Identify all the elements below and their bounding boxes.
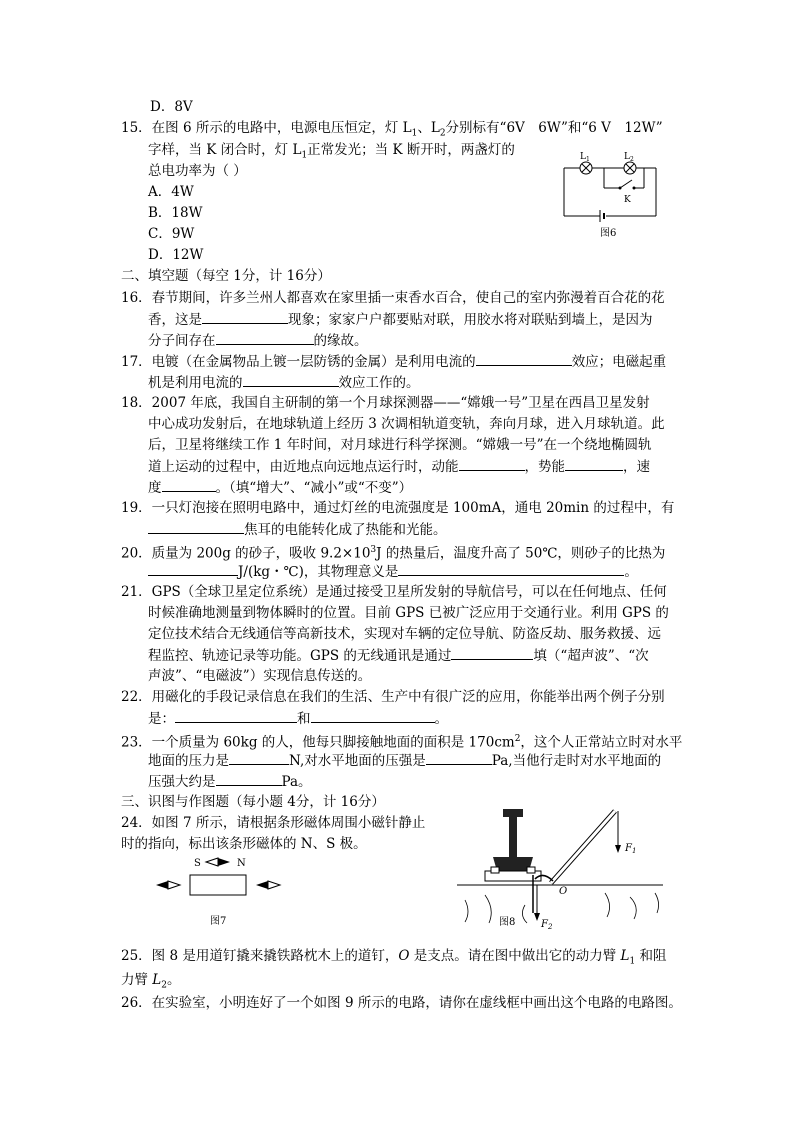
question-line: 声波”、“电磁波”）实现信息传送的。 [148, 668, 372, 684]
question-line: 是： 和 。 [148, 708, 448, 729]
magnet-figure-7 [150, 850, 300, 930]
question-line: 中心成功发射后，在地球轨道上经历 3 次调相轨道变轨，奔向月球，进入月球轨道。此 [148, 416, 665, 432]
question-line: 总电功率为（ ） [148, 163, 247, 179]
svg-text:F2: $F_2$ [541, 919, 553, 931]
question-line: 力臂 $L_2$。 [121, 972, 181, 991]
question-line: 时的指向，标出该条形磁体的 N、S 极。 [121, 836, 367, 852]
option-text: B．18W [148, 205, 203, 221]
question-line: 24．如图 7 所示，请根据条形磁体周围小磁针静止 [121, 815, 426, 831]
question-line: 分子间存在 的缘故。 [148, 330, 368, 351]
section-title: 二、填空题（每空 1分，计 16分） [121, 268, 331, 284]
switch-label-k: K [624, 195, 631, 205]
question-line: 20．质量为 200g 的砂子，吸收 $9.2\times 10^3J$ 的热量后，温度升高了 50℃，则砂子的比热为 [121, 545, 666, 562]
section-title: 三、识图与作图题（每小题 4分，计 16分） [121, 794, 385, 810]
question-line: 程监控、轨迹记录等功能。GPS 的无线通讯是通过 填（“超声波”、“次 [148, 645, 649, 666]
circuit-figure-6 [560, 148, 664, 238]
svg-text:N: N [237, 858, 246, 869]
option-text: C．9W [148, 226, 195, 242]
svg-text:O: O [559, 886, 568, 897]
option-text: A．4W [148, 184, 194, 200]
question-line: 26．在实验室，小明连好了一个如图 9 所示的电路，请你在虚线框中画出这个电路的电路图。 [121, 995, 682, 1011]
svg-text:图8: 图8 [499, 917, 516, 928]
question-line: J/(kg・℃)，其物理意义是 。 [148, 561, 638, 582]
question-line: 度 。（填“增大”、“减小”或“不变”） [148, 477, 412, 498]
svg-text:图7: 图7 [210, 916, 227, 927]
question-line: 定位技术结合无线通信等高新技术，实现对车辆的定位导航、防盗反劫、服务救援、远 [148, 626, 661, 642]
question-line: 字样，当 K 闭合时，灯 $L_1$正常发光；当 K 断开时，两盏灯的 [148, 142, 515, 161]
question-line: 23．一个质量为 60kg 的人，他每只脚接触地面的面积是 $170cm^2$，这个人正常站立时对水平 [121, 734, 683, 751]
lamp-label-l2: $L_2$ [624, 152, 634, 163]
question-line: 时候准确地测量到物体瞬时的位置。目前 GPS 已被广泛应用于交通行业。利用 GPS 的 [148, 605, 669, 621]
question-line: 机是利用电流的 效应工作的。 [148, 372, 420, 393]
question-line: 地面的压力是 N,对水平地面的压强是 Pa,当他行走时对水平地面的 [148, 750, 661, 771]
question-line: 21．GPS（全球卫星定位系统）是通过接受卫星所发射的导航信号，可以在任何地点、任何 [121, 584, 667, 600]
svg-text:S: S [194, 858, 201, 869]
question-line: 15．在图 6 所示的电路中，电源电压恒定，灯 $L_1$、$L_2$分别标有“6V 6W”和“6 V 12W” [121, 120, 663, 139]
question-line: 25．图 8 是用道钉撬来撬铁路枕木上的道钉，O 是支点。请在图中做出它的动力臂 $L_1$ 和阻 [121, 948, 667, 967]
question-line: 19．一只灯泡接在照明电路中，通过灯丝的电流强度是 100mA，通电 20min 的过程中，有 [121, 500, 675, 516]
question-line: 18．2007 年底，我国自主研制的第一个月球探测器——“嫦娥一号”卫星在西昌卫星发射 [121, 395, 650, 411]
question-line: 压强大约是 Pa。 [148, 771, 312, 792]
question-line: 22．用磁化的手段记录信息在我们的生活、生产中有很广泛的应用，你能举出两个例子分别 [121, 689, 665, 705]
lever-figure-8 [455, 805, 665, 940]
figure-caption: 图6 [600, 228, 617, 238]
svg-text:F1: $F_1$ [625, 843, 637, 855]
question-line: 17．电镀（在金属物品上镀一层防锈的金属）是利用电流的 效应；电磁起重 [121, 351, 666, 372]
lamp-label-l1: $L_1$ [580, 152, 590, 163]
question-line: 香，这是 现象；家家户户都要贴对联，用胶水将对联贴到墙上，是因为 [148, 309, 653, 330]
question-line: 焦耳的电能转化成了热能和光能。 [148, 519, 447, 540]
option-text: D．12W [148, 247, 204, 263]
question-line: 16．春节期间，许多兰州人都喜欢在家里插一束香水百合，使自己的室内弥漫着百合花的花 [121, 290, 665, 306]
option-text: D．8V [150, 99, 193, 115]
question-line: 道上运动的过程中，由近地点向远地点运行时，动能 ，势能 ，速 [148, 456, 650, 477]
question-line: 后，卫星将继续工作 1 年时间，对月球进行科学探测。“嫦娥一号”在一个绕地椭圆轨 [148, 437, 652, 453]
